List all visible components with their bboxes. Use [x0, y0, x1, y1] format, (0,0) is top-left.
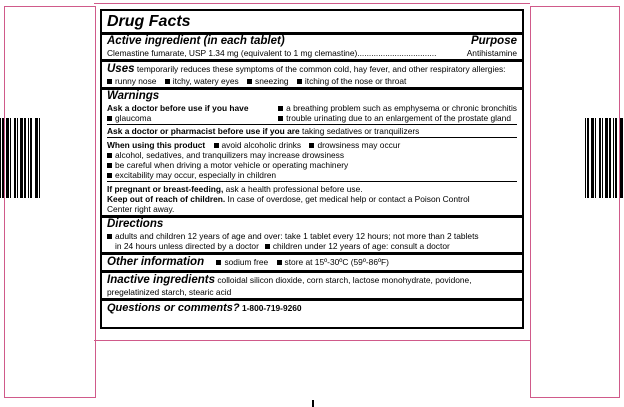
- warnings-heading: Warnings: [107, 90, 160, 102]
- drug-facts-title: Drug Facts: [107, 13, 191, 30]
- directions-line2: in 24 hours unless directed by a doctor children under 12 years of age: consult a doctor: [115, 241, 450, 251]
- directions-line1: adults and children 12 years of age and over: take 1 tablet every 12 hours; not more than 2 tablets: [107, 231, 517, 241]
- other-information: Other information sodium free store at 15º-30ºC (59º-86ºF): [107, 256, 389, 268]
- active-ingredient-header: Active ingredient (in each tablet) Purpose: [107, 35, 517, 47]
- uses-items: runny nose itchy, watery eyes sneezing itching of the nose or throat: [107, 76, 517, 86]
- drug-facts-panel: Drug Facts Active ingredient (in each tablet) Purpose Clemastine fumarate, USP 1.34 mg (equivalent to 1 mg clemastine) .................................. Antihistamine Uses temporarily reduces these symptoms of the common cold, hay fever, and other respiratory allergies: runny nose itchy, watery eyes sneezing itching of the nose or throat Warnings Ask a doctor before use if you have glaucoma a breathing problem such as emphysema or chronic bronchitis trouble urinating due to an enlargement of the prostate gland Ask a doctor or pharmacist before use if you are taking sedatives or tranquilizers When using this product avoid alcoholic drinks drowsiness may occur alcohol, sedatives, and tranquilizers may increase drowsiness be careful when driving a motor vehicle or operating machinery excitability may occur, especially in children If pregnant or breast-feeding, ask a health professional before use. Keep out of reach of children. In case of overdose, get medical help or contact a Poison Control Center right away. Directions adults and children 12 years of age and over: take 1 tablet every 12 hours; not more than 2 tablets in 24 hours unless directed by a doctor children under 12 years of age: consult a doctor Other information sodium free store at 15º-30ºC (59º-86ºF) Inactive ingredients colloidal silicon dioxide, corn starch, lactose monohydrate, povidone, pregelatinized starch, stearic acid Questions or comments? 1-800-719-9260: [100, 9, 524, 329]
- carton-right-flap: [530, 6, 620, 398]
- pregnant-warning: If pregnant or breast-feeding, ask a health professional before use.: [107, 184, 363, 194]
- dieline-mark: [312, 400, 314, 407]
- carton-left-flap: [4, 6, 96, 398]
- when-using: When using this product avoid alcoholic drinks drowsiness may occur: [107, 140, 401, 150]
- directions-heading: Directions: [107, 218, 164, 230]
- active-ingredient-line: Clemastine fumarate, USP 1.34 mg (equivalent to 1 mg clemastine) .................................. Antihistamine: [107, 48, 517, 58]
- dieline-top: [94, 3, 530, 4]
- barcode-left: [0, 118, 40, 198]
- inactive-ingredients: Inactive ingredients colloidal silicon dioxide, corn starch, lactose monohydrate, povidone,: [107, 274, 472, 286]
- barcode-right: [585, 118, 624, 198]
- questions-heading: Questions or comments?: [107, 302, 240, 314]
- dieline-bottom: [94, 340, 530, 341]
- ask-doctor-block: Ask a doctor before use if you have glaucoma a breathing problem such as emphysema or chronic bronchitis trouble urinating due to an enlargement of the prostate gland: [107, 103, 517, 123]
- phone-number: 1-800-719-9260: [241, 303, 302, 313]
- ask-pharmacist: Ask a doctor or pharmacist before use if you are taking sedatives or tranquilizers: [107, 126, 420, 136]
- questions-line: [107, 303, 517, 313]
- keep-out-of-reach: Keep out of reach of children. In case of overdose, get medical help or contact a Poison Control: [107, 194, 470, 204]
- uses-section: Uses temporarily reduces these symptoms of the common cold, hay fever, and other respiratory allergies:: [107, 63, 506, 75]
